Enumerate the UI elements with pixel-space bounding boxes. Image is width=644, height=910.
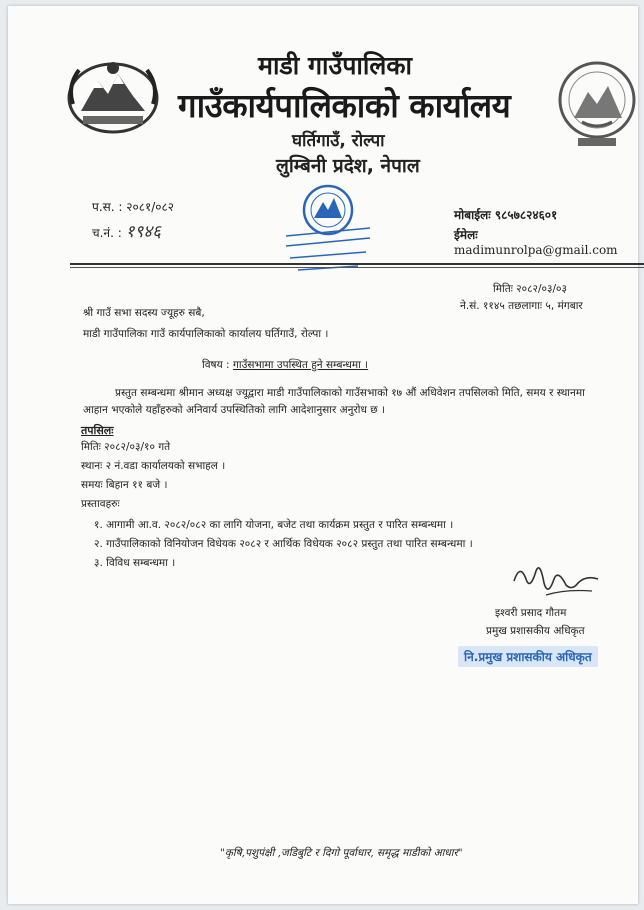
nepal-emblem-icon	[63, 56, 163, 136]
mobile-contact	[454, 206, 557, 223]
letterhead-address: घर्तिगाउँ, रोल्पा	[292, 131, 385, 151]
dispatch-number	[92, 219, 161, 242]
body-paragraph: प्रस्तुत सम्बन्धमा श्रीमान अध्यक्ष ज्यूद्वारा माडी गाउँपालिकाको गाउँसभाको १७ औं अधिवेशन तपसिलको मिति, समय र स्थानमा आहान भएकोले यहाँहरुको अनिवार्य उपस्थितिको लागि आदेशानुसार अनुरोध छ ।	[83, 387, 585, 416]
dispatch-label: च.नं. :	[92, 226, 122, 240]
email-label: ईमेलः	[454, 228, 478, 242]
officer-seal-stamp: नि.प्रमुख प्रशासकीय अधिकृत	[458, 646, 598, 667]
letterhead-province: लुम्बिनी प्रदेश, नेपाल	[276, 155, 420, 177]
meeting-time: समयः बिहान ११ बजे ।	[81, 479, 168, 491]
header-divider	[70, 263, 644, 265]
agenda-item: ३. विविध सम्बन्धमा ।	[94, 557, 176, 569]
meeting-venue: स्थानः २ नं.वडा कार्यालयको सभाहल ।	[81, 460, 226, 472]
fiscal-year-reference: प.स. : २०८१/०८२	[92, 200, 174, 214]
header-divider-thin	[70, 267, 644, 268]
recipient-line-1: श्री गाउँ सभा सदस्य ज्यूहरु सबै,	[83, 307, 205, 319]
subject-text: गाउँसभामा उपस्थित हुने सम्बन्धमा ।	[232, 359, 369, 371]
signatory-title: प्रमुख प्रशासकीय अधिकृत	[486, 625, 585, 637]
subject-label: विषय :	[202, 359, 230, 371]
dispatch-value: १९४६	[125, 222, 161, 242]
proposals-heading: प्रस्तावहरुः	[81, 498, 120, 510]
letterhead-municipality-name: माडी गाउँपालिका	[258, 51, 413, 80]
handwritten-signature-icon	[506, 561, 606, 606]
email-value: madimunrolpa@gmail.com	[454, 243, 618, 257]
signatory-name: इश्वरी प्रसाद गौतम	[495, 607, 567, 619]
subject-line	[202, 358, 368, 372]
details-heading: तपसिलः	[81, 424, 114, 437]
nepal-sambat-date: ने.सं. ११४५ तछलागाः ५, मंगबार	[460, 300, 583, 312]
municipality-logo-icon	[556, 58, 638, 150]
meeting-date: मितिः २०८२/०३/१० गते	[81, 441, 171, 453]
letter-date: मितिः २०८२/०३/०३	[493, 283, 567, 295]
letterhead-office-name: गाउँकार्यपालिकाको कार्यालय	[178, 86, 511, 125]
mobile-value: ९८५७८२४६०१	[494, 208, 558, 222]
letter-page	[8, 6, 638, 904]
footer-motto: "कृषि,पशुपंक्षी ,जडिबुटि र दिगो पूर्वाधार, समृद्ध माडीको आधार"	[220, 847, 463, 859]
recipient-line-2: माडी गाउँपालिका गाउँ कार्यपालिकाको कार्यालय घर्तिगाउँ, रोल्पा ।	[83, 328, 329, 340]
mobile-label: मोबाईलः	[454, 208, 491, 222]
office-stamp-icon	[278, 180, 378, 276]
email-contact	[454, 226, 638, 257]
agenda-item: १. आगामी आ.व. २०८२/०८२ का लागि योजना, बजेट तथा कार्यक्रम प्रस्तुत र पारित सम्बन्धमा ।	[94, 519, 454, 531]
agenda-item: २. गाउँपालिकाको विनियोजन विधेयक २०८२ र आर्थिक विधेयक २०८२ प्रस्तुत तथा पारित सम्बन्धमा ।	[94, 538, 473, 550]
